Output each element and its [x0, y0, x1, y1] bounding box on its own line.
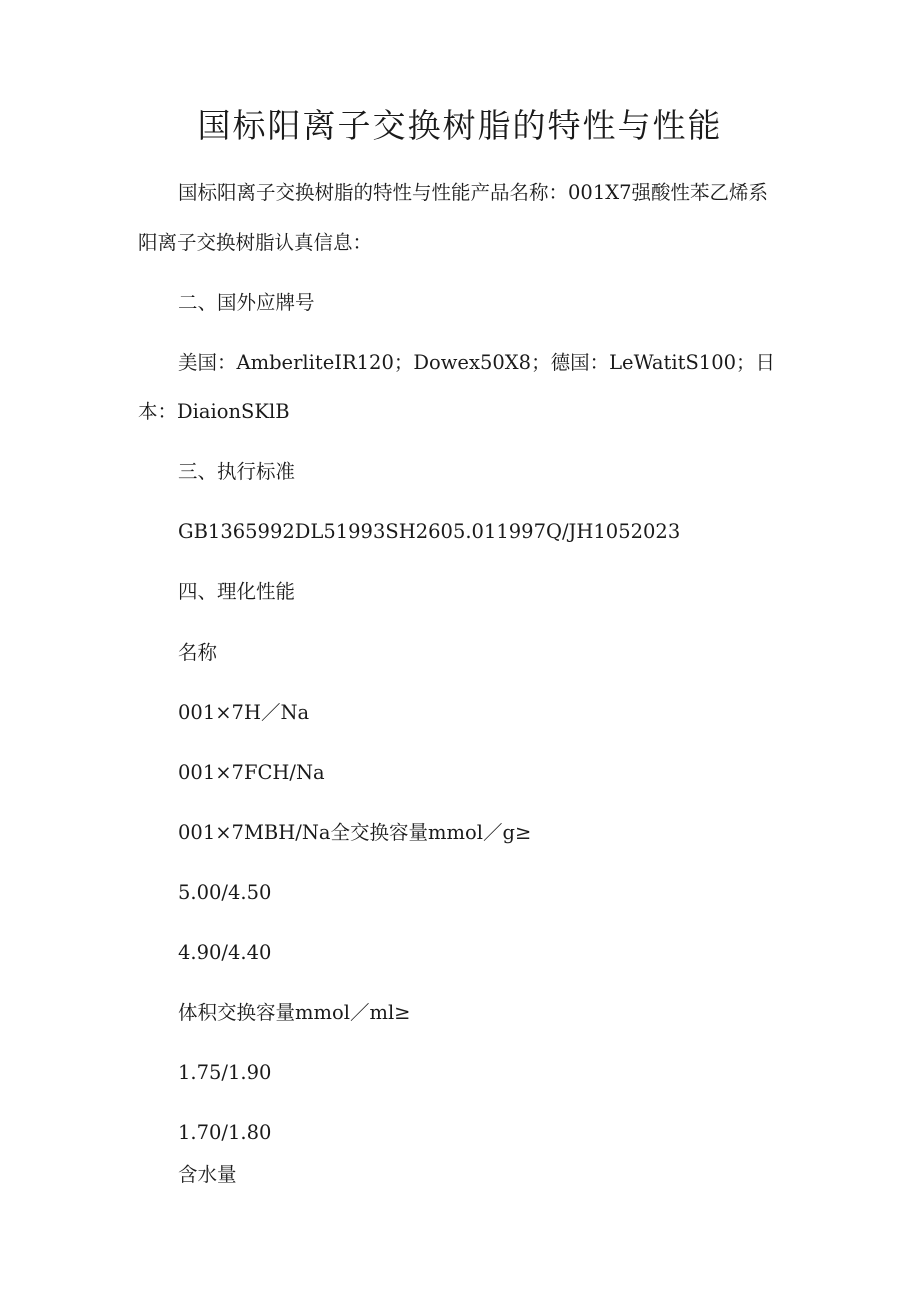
water-content-label: 含水量 — [178, 1163, 237, 1186]
volume-capacity-value: 1.75/1.90 — [178, 1061, 272, 1084]
section-heading-standards: 三、执行标准 — [178, 460, 296, 483]
total-capacity-value: 5.00/4.50 — [178, 881, 272, 904]
model-item: 001×7H／Na — [178, 701, 310, 724]
name-label: 名称 — [178, 641, 218, 664]
volume-capacity-label: 体积交换容量mmol／ml≥ — [178, 1001, 411, 1024]
section-heading-foreign-brands: 二、国外应牌号 — [178, 291, 315, 314]
section-heading-properties: 四、理化性能 — [178, 580, 296, 603]
document-title: 国标阳离子交换树脂的特性与性能 — [197, 106, 723, 145]
total-capacity-value: 4.90/4.40 — [178, 941, 272, 964]
intro-paragraph-line2: 阳离子交换树脂认真信息： — [138, 231, 373, 254]
model-item: 001×7FCH/Na — [178, 761, 325, 784]
brands-line1: 美国：AmberliteIR120；Dowex50X8；德国：LeWatitS100；日 — [178, 351, 776, 374]
volume-capacity-value: 1.70/1.80 — [178, 1121, 272, 1144]
brands-line2: 本：DiaionSKlB — [138, 400, 290, 423]
standards-text: GB1365992DL51993SH2605.011997Q/JH1052023 — [178, 520, 681, 543]
total-capacity-line: 001×7MBH/Na全交换容量mmol／g≥ — [178, 821, 532, 844]
intro-paragraph-line1: 国标阳离子交换树脂的特性与性能产品名称：001X7强酸性苯乙烯系 — [178, 181, 769, 204]
